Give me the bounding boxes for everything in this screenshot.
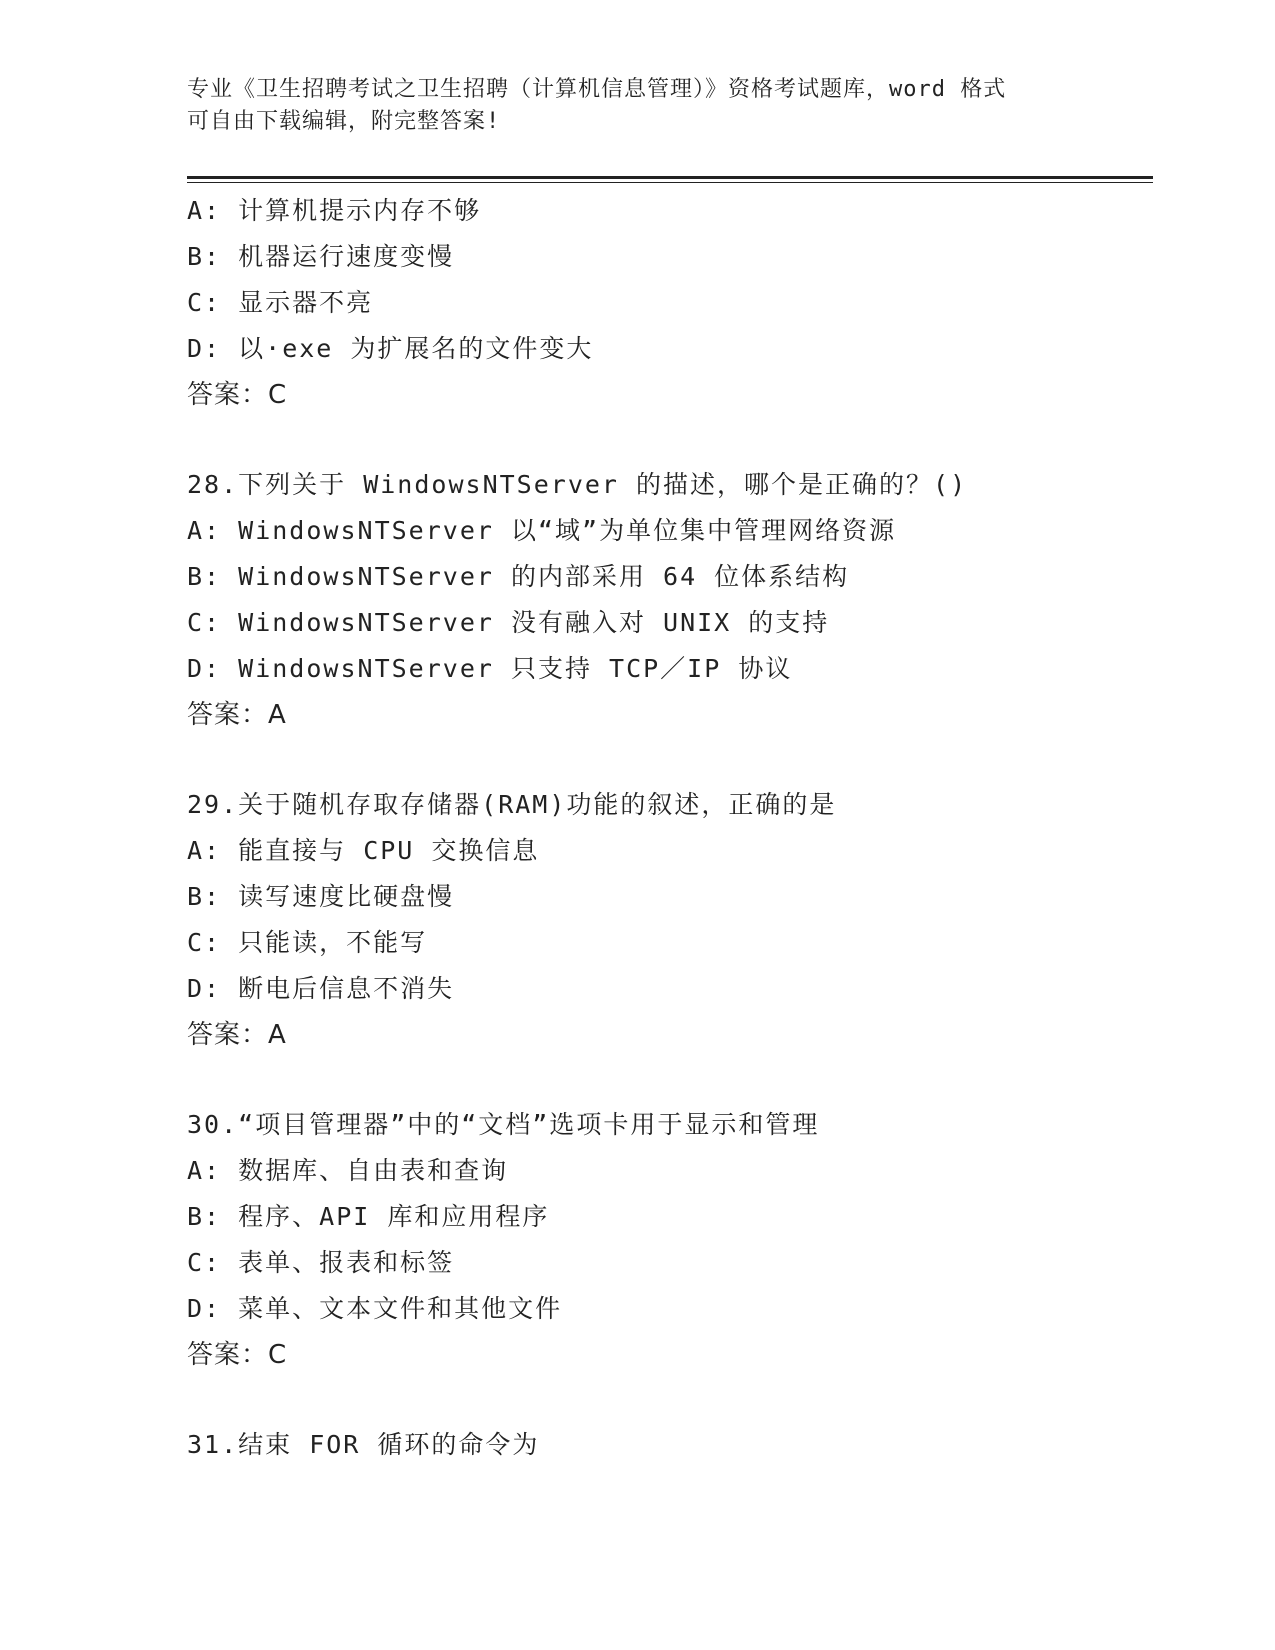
question-text: 30.“项目管理器”中的“文档”选项卡用于显示和管理 — [187, 1110, 820, 1139]
option-a: A: 计算机提示内存不够 — [187, 196, 482, 225]
question-text: 28.下列关于 WindowsNTServer 的描述，哪个是正确的？() — [187, 470, 968, 499]
header-divider-thick — [187, 176, 1153, 179]
option-d: D: 菜单、文本文件和其他文件 — [187, 1294, 563, 1323]
question-list — [187, 188, 1147, 1468]
option-c: C: 显示器不亮 — [187, 288, 374, 317]
question-text: 31.结束 FOR 循环的命令为 — [187, 1430, 540, 1459]
document-header — [187, 74, 1087, 138]
answer: 答案：A — [187, 1020, 287, 1050]
option-d: D: 断电后信息不消失 — [187, 974, 455, 1003]
option-b: B: 机器运行速度变慢 — [187, 242, 455, 271]
option-a: A: 数据库、自由表和查询 — [187, 1156, 509, 1185]
option-b: B: WindowsNTServer 的内部采用 64 位体系结构 — [187, 562, 850, 591]
option-b: B: 程序、API 库和应用程序 — [187, 1202, 550, 1231]
option-d: D: WindowsNTServer 只支持 TCP／IP 协议 — [187, 654, 793, 683]
spacer — [187, 738, 1147, 782]
answer: 答案：C — [187, 1340, 288, 1370]
spacer — [187, 1378, 1147, 1422]
spacer — [187, 418, 1147, 462]
answer: 答案：A — [187, 700, 287, 730]
option-c: C: 只能读，不能写 — [187, 928, 428, 957]
question-text: 29.关于随机存取存储器(RAM)功能的叙述，正确的是 — [187, 790, 837, 819]
spacer — [187, 1058, 1147, 1102]
answer: 答案：C — [187, 380, 288, 410]
option-c: C: WindowsNTServer 没有融入对 UNIX 的支持 — [187, 608, 830, 637]
option-c: C: 表单、报表和标签 — [187, 1248, 455, 1277]
option-a: A: WindowsNTServer 以“域”为单位集中管理网络资源 — [187, 516, 897, 545]
header-title-line-1: 专业《卫生招聘考试之卫生招聘（计算机信息管理）》资格考试题库，word 格式 — [187, 77, 1007, 102]
header-divider-thin — [187, 182, 1153, 183]
option-d: D: 以·exe 为扩展名的文件变大 — [187, 334, 594, 363]
option-b: B: 读写速度比硬盘慢 — [187, 882, 455, 911]
option-a: A: 能直接与 CPU 交换信息 — [187, 836, 540, 865]
header-title-line-2: 可自由下载编辑，附完整答案! — [187, 109, 501, 134]
